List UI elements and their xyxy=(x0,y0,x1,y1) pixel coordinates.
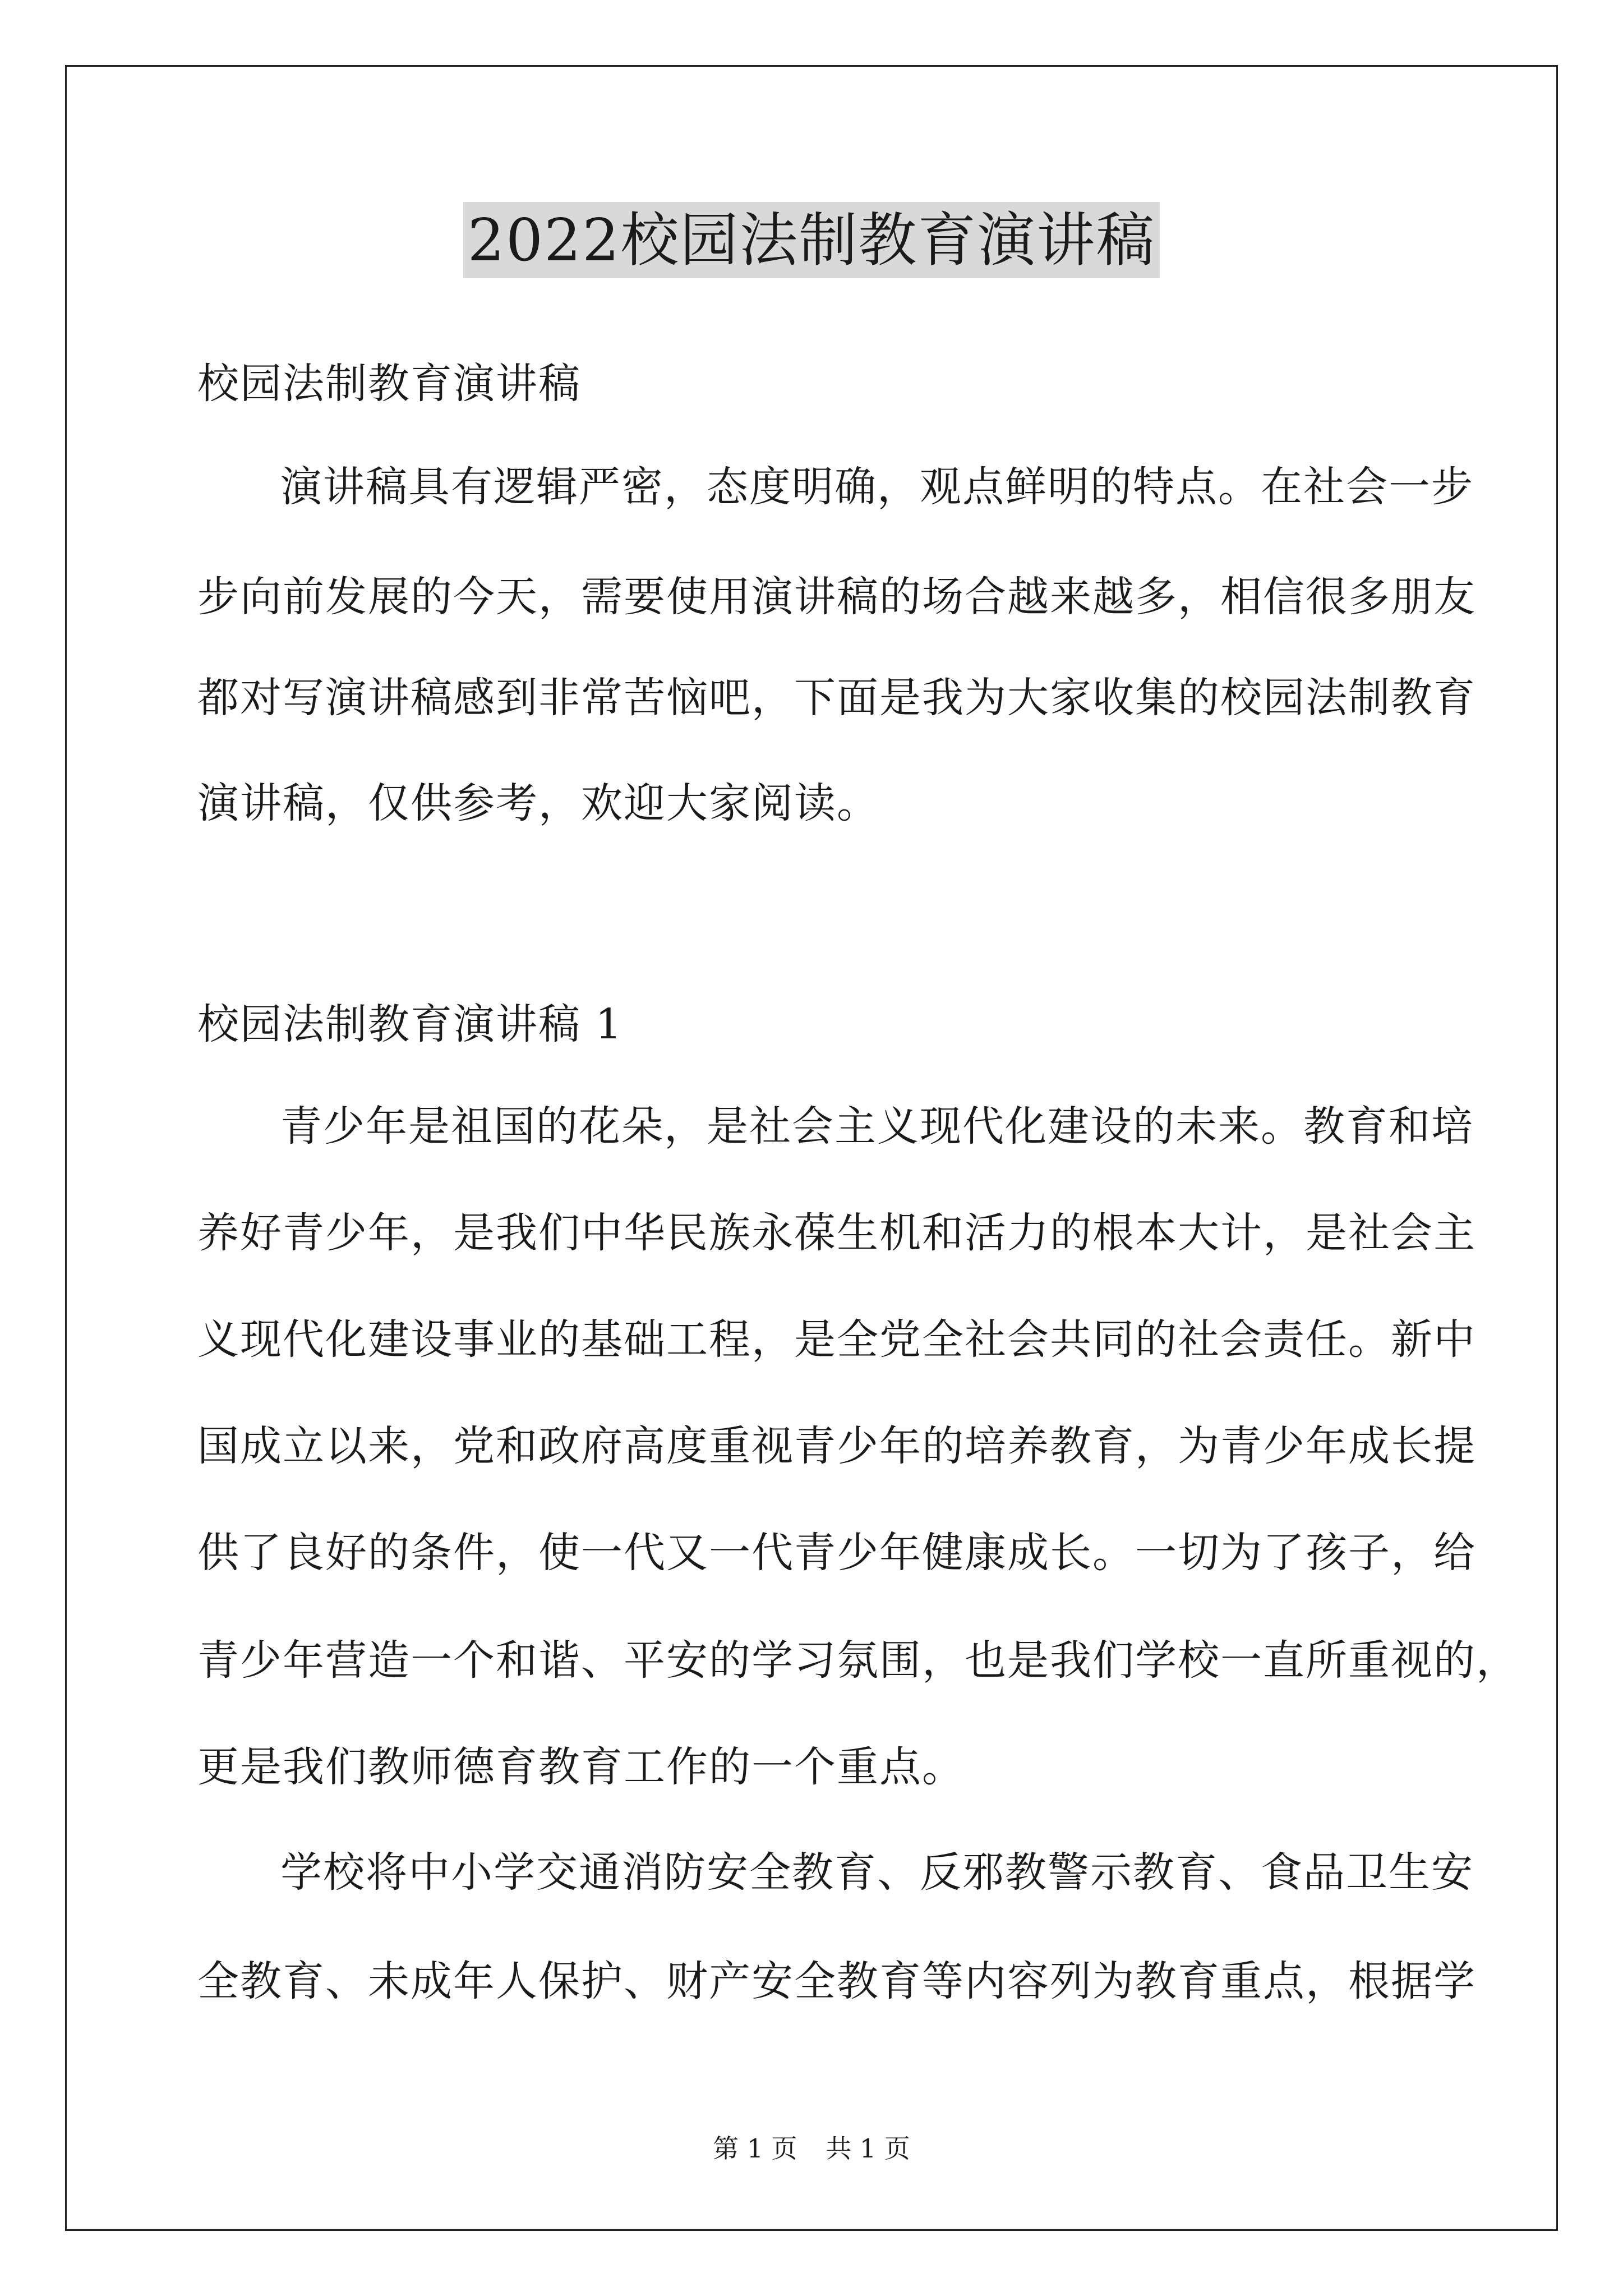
paragraph1-line-4: 国成立以来，党和政府高度重视青少年的培养教育，为青少年成长提 xyxy=(197,1422,1476,1470)
paragraph1-line-2: 养好青少年，是我们中华民族永葆生机和活力的根本大计，是社会主 xyxy=(197,1209,1476,1257)
paragraph2-line-2: 全教育、未成年人保护、财产安全教育等内容列为教育重点，根据学 xyxy=(197,1957,1476,2005)
page-total: 共 1 页 xyxy=(826,2133,910,2164)
paragraph1-line-1: 青少年是祖国的花朵，是社会主义现代化建设的未来。教育和培 xyxy=(280,1102,1474,1151)
paragraph1-line-7: 更是我们教师德育教育工作的一个重点。 xyxy=(197,1743,965,1791)
intro-line-1: 演讲稿具有逻辑严密，态度明确，观点鲜明的特点。在社会一步 xyxy=(280,463,1474,511)
paragraph1-line-6: 青少年营造一个和谐、平安的学习氛围，也是我们学校一直所重视的， xyxy=(197,1636,1519,1685)
intro-line-3: 都对写演讲稿感到非常苦恼吧，下面是我为大家收集的校园法制教育 xyxy=(197,674,1476,722)
paragraph1-line-5: 供了良好的条件，使一代又一代青少年健康成长。一切为了孩子，给 xyxy=(197,1529,1476,1577)
paragraph1-line-3: 义现代化建设事业的基础工程，是全党全社会共同的社会责任。新中 xyxy=(197,1315,1476,1364)
page-footer xyxy=(0,2132,1623,2165)
intro-line-2: 步向前发展的今天，需要使用演讲稿的场合越来越多，相信很多朋友 xyxy=(197,573,1476,621)
intro-line-4: 演讲稿，仅供参考，欢迎大家阅读。 xyxy=(197,779,879,827)
document-title: 2022校园法制教育演讲稿 xyxy=(463,202,1160,278)
section-heading: 校园法制教育演讲稿 1 xyxy=(197,1000,623,1048)
page-number: 第 1 页 xyxy=(713,2133,797,2164)
document-subtitle: 校园法制教育演讲稿 xyxy=(197,360,581,408)
paragraph2-line-1: 学校将中小学交通消防安全教育、反邪教警示教育、食品卫生安 xyxy=(280,1848,1474,1897)
title-block xyxy=(0,202,1623,278)
